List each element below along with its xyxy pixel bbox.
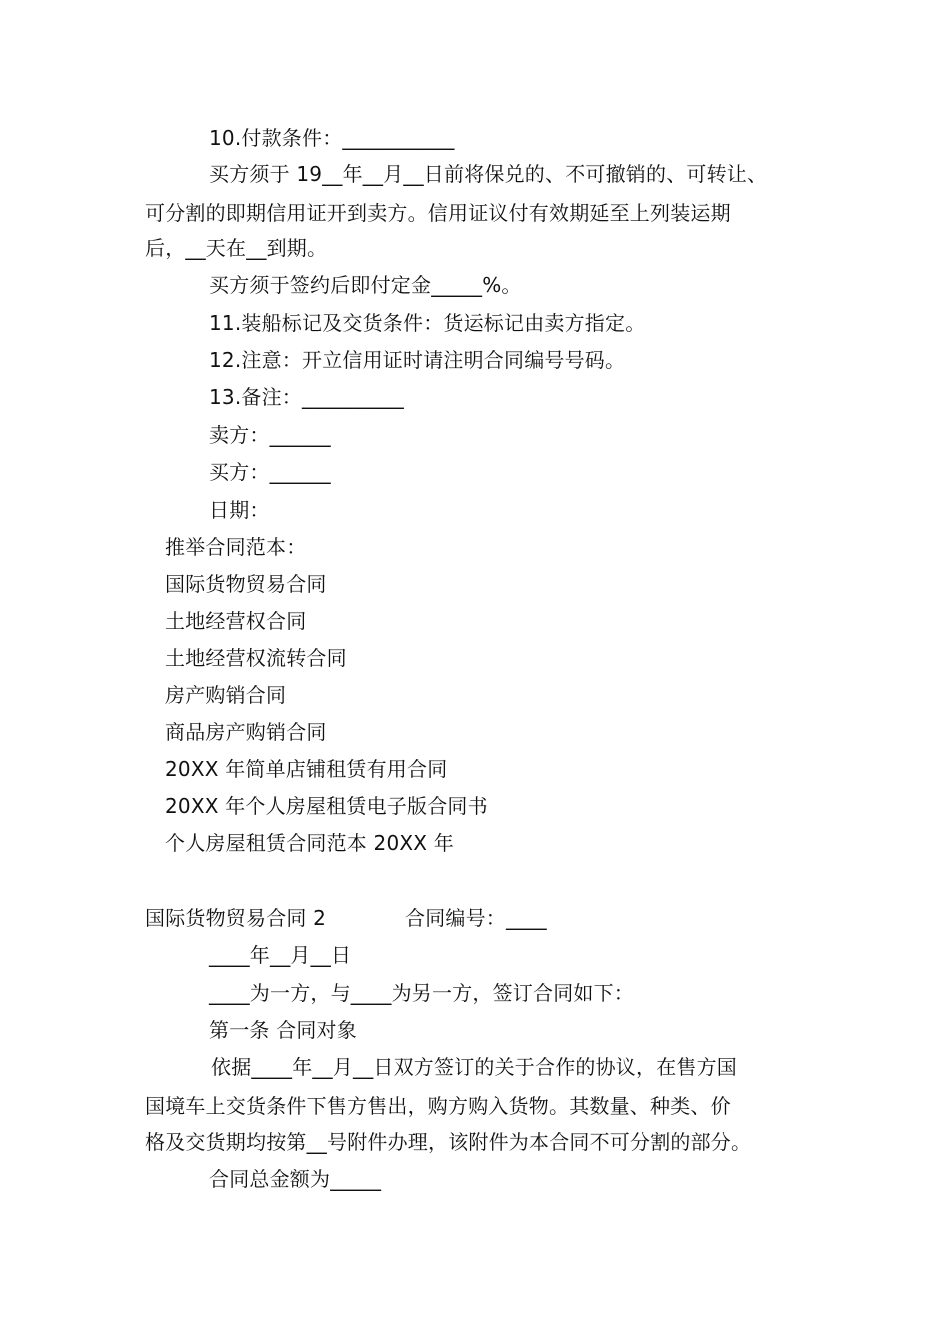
date-line: 日期： <box>209 498 270 522</box>
deposit-line: 买方须于签约后即付定金_____%。 <box>209 273 522 297</box>
recommended-template-link[interactable]: 房产购销合同 <box>165 683 287 707</box>
contract-date-line: ____年__月__日 <box>209 943 352 967</box>
paragraph-line: 依据____年__月__日双方签订的关于合作的协议，在售方国 <box>211 1055 737 1079</box>
paragraph-line: 后，__天在__到期。 <box>145 236 328 260</box>
recommended-templates-heading: 推举合同范本： <box>165 535 307 559</box>
recommended-template-link[interactable]: 个人房屋租赁合同范本 20XX 年 <box>165 831 454 855</box>
remarks-heading: 13.备注：__________ <box>209 385 405 409</box>
article-one-heading: 第一条 合同对象 <box>209 1018 357 1042</box>
contract-title: 国际货物贸易合同 2 <box>145 906 327 930</box>
recommended-template-link[interactable]: 国际货物贸易合同 <box>165 572 327 596</box>
buyer-signature-line: 买方：______ <box>209 460 331 484</box>
seller-signature-line: 卖方：______ <box>209 423 331 447</box>
contract-number: 合同编号：____ <box>405 906 547 930</box>
paragraph-line: 格及交货期均按第__号附件办理，该附件为本合同不可分割的部分。 <box>145 1130 752 1154</box>
payment-terms-heading: 10.付款条件：___________ <box>209 126 455 150</box>
recommended-template-link[interactable]: 20XX 年简单店铺租赁有用合同 <box>165 757 448 781</box>
recommended-template-link[interactable]: 土地经营权流转合同 <box>165 646 347 670</box>
paragraph-line: 可分割的即期信用证开到卖方。信用证议付有效期延至上列装运期 <box>145 201 731 225</box>
recommended-template-link[interactable]: 20XX 年个人房屋租赁电子版合同书 <box>165 794 488 818</box>
recommended-template-link[interactable]: 商品房产购销合同 <box>165 720 327 744</box>
recommended-template-link[interactable]: 土地经营权合同 <box>165 609 307 633</box>
total-amount-line: 合同总金额为_____ <box>209 1167 382 1191</box>
paragraph-line: 国境车上交货条件下售方售出，购方购入货物。其数量、种类、价 <box>145 1094 731 1118</box>
notice-heading: 12.注意：开立信用证时请注明合同编号号码。 <box>209 348 626 372</box>
paragraph-line: 买方须于 19__年__月__日前将保兑的、不可撤销的、可转让、 <box>209 162 768 186</box>
parties-line: ____为一方，与____为另一方，签订合同如下： <box>209 981 634 1005</box>
shipping-marks-heading: 11.装船标记及交货条件：货运标记由卖方指定。 <box>209 311 646 335</box>
